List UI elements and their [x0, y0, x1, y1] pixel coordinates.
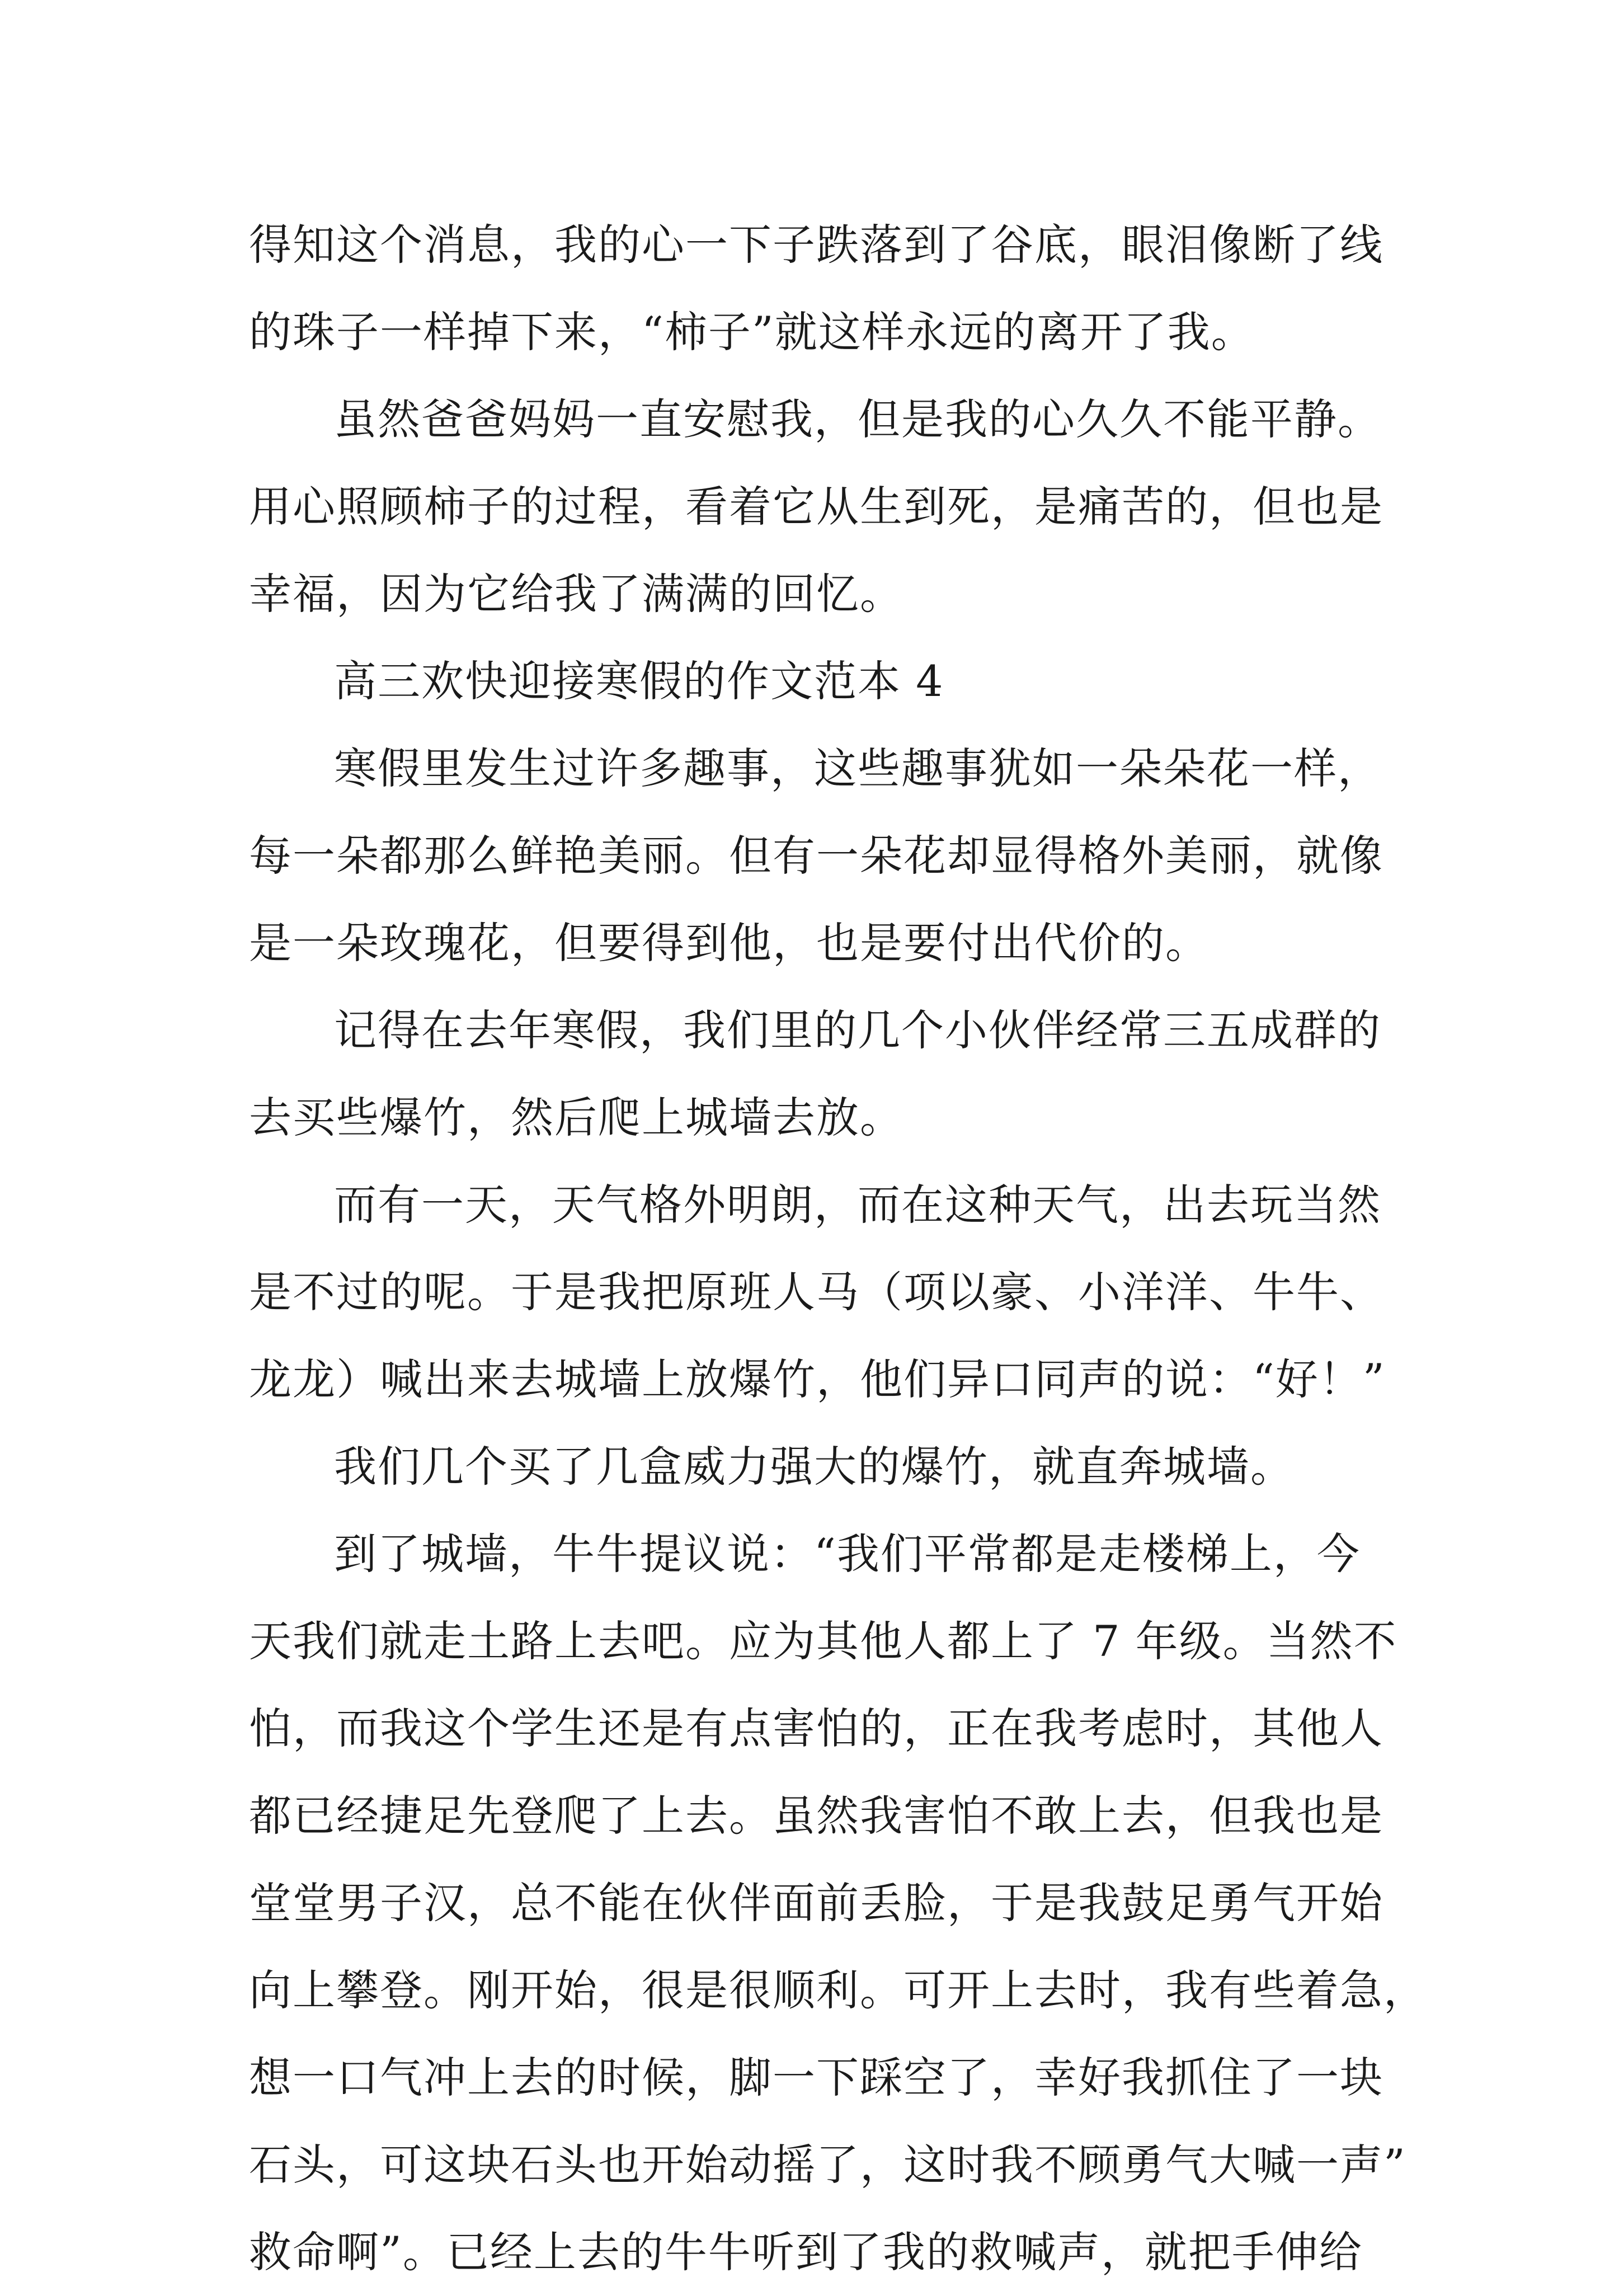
- text-line: 寒假里发生过许多趣事，这些趣事犹如一朵朵花一样，: [334, 744, 1381, 793]
- text-line: 到了城墙，牛牛提议说：“我们平常都是走楼梯上，今: [334, 1529, 1361, 1579]
- text-line: 石头，可这块石头也开始动摇了，这时我不顾勇气大喊一声”: [249, 2140, 1406, 2190]
- text-line: 幸福，因为它给我了满满的回忆。: [249, 569, 903, 619]
- text-line: 龙龙）喊出来去城墙上放爆竹，他们异口同声的说：“好！”: [249, 1354, 1386, 1404]
- body-text: [249, 201, 1427, 2296]
- text-line: 记得在去年寒假，我们里的几个小伙伴经常三五成群的: [334, 1005, 1381, 1055]
- text-line: 堂堂男子汉，总不能在伙伴面前丢脸，于是我鼓足勇气开始: [249, 1878, 1383, 1928]
- text-line: 而有一天，天气格外明朗，而在这种天气，出去玩当然: [334, 1180, 1381, 1230]
- text-line: 的珠子一样掉下来，“柿子”就这样永远的离开了我。: [249, 307, 1255, 357]
- text-line: 每一朵都那么鲜艳美丽。但有一朵花却显得格外美丽，就像: [249, 831, 1383, 881]
- text-line: 救命啊”。已经上去的牛牛听到了我的救喊声，就把手伸给: [249, 2227, 1363, 2277]
- text-line: 得知这个消息，我的心一下子跌落到了谷底，眼泪像断了线: [249, 220, 1383, 270]
- text-line: 去买些爆竹，然后爬上城墙去放。: [249, 1093, 903, 1142]
- text-line: 是一朵玫瑰花，但要得到他，也是要付出代价的。: [249, 918, 1209, 968]
- section-heading: 高三欢快迎接寒假的作文范本 4: [334, 656, 944, 706]
- text-line: 虽然爸爸妈妈一直安慰我，但是我的心久久不能平静。: [334, 394, 1381, 444]
- text-line: 天我们就走土路上去吧。应为其他人都上了 7 年级。当然不: [249, 1616, 1397, 1666]
- text-line: 怕，而我这个学生还是有点害怕的，正在我考虑时，其他人: [249, 1704, 1383, 1753]
- text-line: 想一口气冲上去的时候，脚一下踩空了，幸好我抓住了一块: [249, 2053, 1383, 2102]
- text-line: 我们几个买了几盒威力强大的爆竹，就直奔城墙。: [334, 1442, 1294, 1492]
- text-line: 向上攀登。刚开始，很是很顺利。可开上去时，我有些着急，: [249, 1965, 1427, 2015]
- text-line: 是不过的呢。于是我把原班人马（项以豪、小洋洋、牛牛、: [249, 1267, 1383, 1317]
- text-line: 用心照顾柿子的过程，看着它从生到死，是痛苦的，但也是: [249, 482, 1383, 531]
- text-line: 都已经捷足先登爬了上去。虽然我害怕不敢上去，但我也是: [249, 1791, 1383, 1841]
